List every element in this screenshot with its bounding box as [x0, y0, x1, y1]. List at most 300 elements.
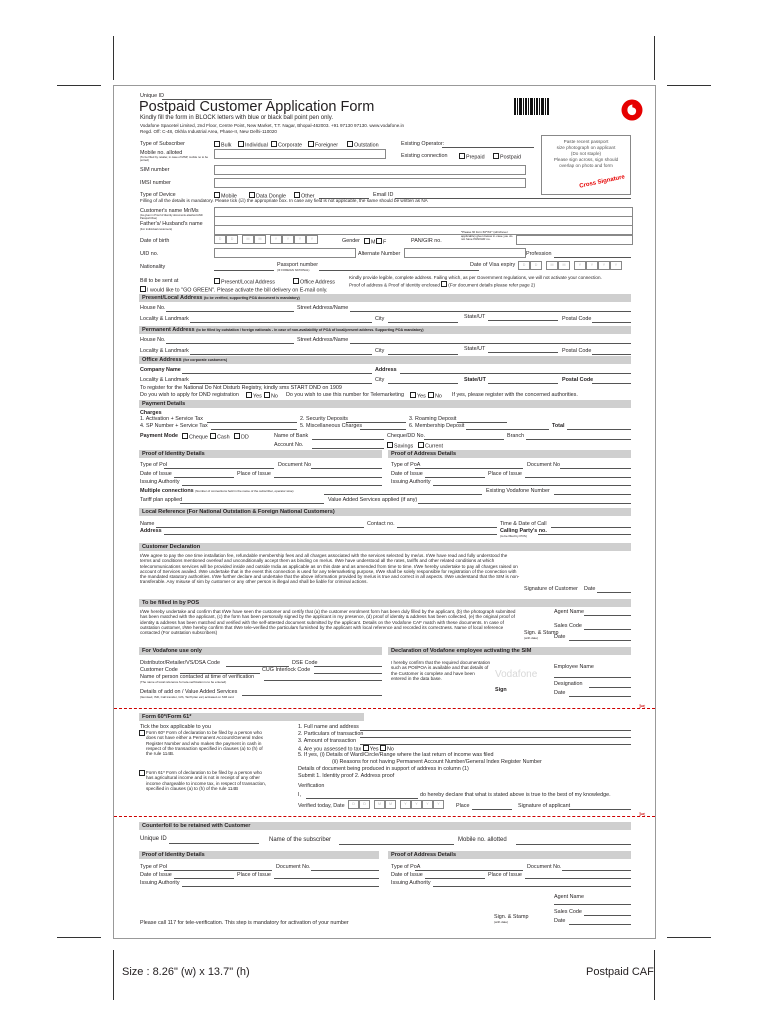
- form60-item: 3. Amount of transaction: [298, 738, 357, 744]
- ref-contact-field[interactable]: [397, 527, 497, 528]
- employee-sign-label: Sign: [495, 687, 507, 693]
- company-address: Vodafone Spacetel Limited, 2nd Floor, Centre Point, New Market, T.T. Nagar, Bhopal-462003. +91 97130 97130. www.vodafone.in: [140, 123, 405, 128]
- poa-authority-label: Issuing Authority: [391, 479, 431, 485]
- poa-authority-field[interactable]: [433, 485, 631, 486]
- city-field[interactable]: [388, 383, 458, 384]
- poi-type-label: Type of PoI: [140, 462, 168, 468]
- counterfoil-unique-id-field[interactable]: [169, 843, 259, 844]
- cf-poi-authority-label: Issuing Authority: [140, 880, 180, 886]
- house-field[interactable]: [166, 343, 294, 344]
- dse-field[interactable]: [314, 666, 382, 667]
- profession-label: Profession: [526, 251, 552, 257]
- existing-operator-label: Existing Operator:: [401, 141, 445, 147]
- employee-declaration-text: I hereby confirm that the required documentation such as POI/POA is available and that details of the Customer is complete and have been entered in the data base.: [391, 660, 491, 681]
- street-field[interactable]: [350, 343, 631, 344]
- imsi-number-boxes[interactable]: [214, 178, 526, 188]
- multiple-connections-label: Multiple connections (Number of connections held in the name of the subscriber, operator wise): [140, 488, 294, 494]
- poi-doc-field[interactable]: [311, 468, 382, 469]
- office-address-field[interactable]: [400, 373, 631, 374]
- applicant-signature-field[interactable]: [569, 809, 631, 810]
- house-label: House No.: [140, 337, 166, 343]
- visa-month[interactable]: M: [546, 261, 558, 270]
- sales-code-label: Sales Code: [554, 623, 582, 629]
- name-contacted-label: Name of person contacted at time of verification: [140, 674, 255, 680]
- form60-tick-label: Tick the box applicable to you: [140, 724, 211, 730]
- crop-mark: [57, 937, 101, 938]
- verified-month[interactable]: M: [385, 800, 396, 809]
- vodafone-use-header: For Vodafone use only: [139, 647, 382, 655]
- company-name-label: Company Name: [140, 367, 181, 373]
- cf-sign-note: (with date): [494, 920, 509, 924]
- form61-text: Form 61* Form of declaration to be filed by a person who has agricultural income and is not in receipt of any other income chargeable to income tax, in respect of transaction, specified in clauses (a) to (h) of the rule 114B: [146, 770, 267, 791]
- dob-year[interactable]: Y: [294, 235, 306, 244]
- form60-item: 2. Particulars of transaction: [298, 731, 364, 737]
- mobile-number-boxes[interactable]: [214, 149, 386, 159]
- bill-sent-label: Bill to be sent at: [140, 278, 179, 284]
- existing-operator-field[interactable]: [442, 147, 534, 148]
- instruction: Kindly fill the form in BLOCK letters with blue or black ball point pen only.: [140, 115, 333, 121]
- verified-month[interactable]: M: [374, 800, 385, 809]
- local-reference-header: Local Reference (For National Outstation & Foreign National Customers): [139, 508, 631, 516]
- customer-code-label: Customer Code: [140, 667, 178, 673]
- cf-poi-authority-field[interactable]: [182, 886, 379, 887]
- legible-note: Kindly provide legible, complete address. Failing which, as per Government regulations, we will not activate your connection.: [349, 275, 602, 280]
- form60-details: Details of document being produced in support of address in column (1): [298, 766, 469, 772]
- employee-declaration-header: Declaration of Vodafone employee activating the SIM: [388, 647, 631, 655]
- uid-label: UID no.: [140, 251, 159, 257]
- cf-poa-type-field[interactable]: [415, 870, 523, 871]
- telemarketing-note: If yes, please register with the concerned authorities.: [452, 392, 578, 398]
- bank-field[interactable]: [312, 439, 384, 440]
- total-field[interactable]: [567, 429, 631, 430]
- pos-date-label: Date: [554, 634, 566, 640]
- payment-cheque[interactable]: Cheque: [182, 433, 208, 441]
- cf-poa-authority-label: Issuing Authority: [391, 880, 431, 886]
- state-label: State/UT: [464, 314, 486, 320]
- verified-year[interactable]: Y: [400, 800, 411, 809]
- verification-label: Verification: [298, 783, 325, 789]
- declaration-date-field[interactable]: [597, 592, 631, 593]
- verified-day[interactable]: D: [348, 800, 359, 809]
- crop-mark: [667, 85, 711, 86]
- option-mobile[interactable]: Mobile: [214, 192, 237, 200]
- passport-label: Passport number: [277, 262, 319, 268]
- cf-poa-doc-field[interactable]: [562, 870, 631, 871]
- postal-label: Postal Code: [562, 348, 592, 354]
- form60-field[interactable]: [360, 730, 631, 731]
- poi-authority-field[interactable]: [182, 485, 382, 486]
- mandatory-note: Filling of all the details is mandatory. Please tick (☑) the appropriate box. In case any field is not applicable, the same should be written as NA: [140, 198, 428, 203]
- alternate-number-boxes[interactable]: [404, 248, 526, 258]
- cf-poa-doc-label: Document No.: [527, 864, 562, 870]
- distributor-label: Distributor/Retailer/VS/DSA Code: [140, 660, 220, 666]
- city-field[interactable]: [388, 354, 458, 355]
- postal-field[interactable]: [592, 354, 631, 355]
- city-field[interactable]: [388, 322, 458, 323]
- charge-field[interactable]: [211, 429, 297, 430]
- option-foreigner[interactable]: Foreigner: [308, 141, 338, 149]
- vas-label: Value Added Services applied (if any): [328, 497, 418, 503]
- cf-date-field[interactable]: [569, 924, 631, 925]
- form60-item: (ii) Reasons for not having Permanent Account Number/General Index Register Number: [332, 759, 542, 765]
- charge-field[interactable]: [457, 422, 507, 423]
- cf-sales-label: Sales Code: [554, 909, 582, 915]
- photo-instruction: (Do not staple): [570, 151, 602, 156]
- payment-mode-label: Payment Mode: [140, 433, 179, 439]
- pan-label: PAN/GIR no.: [411, 238, 442, 244]
- charge-activation: 1. Activation + Service Tax: [140, 416, 203, 422]
- crop-mark: [654, 950, 655, 1000]
- form60-item: 5. If yes, (i) Details of Ward/Circle/Range where the last return of income was filed: [298, 752, 494, 758]
- state-field[interactable]: [488, 320, 558, 321]
- bank-label: Name of Bank: [274, 433, 309, 439]
- cf-sales-field[interactable]: [584, 915, 631, 916]
- vas-field[interactable]: [418, 503, 631, 504]
- cross-signature: Cross Signature: [578, 174, 626, 190]
- charge-field[interactable]: [360, 429, 406, 430]
- postal-label: Postal Code: [562, 316, 592, 322]
- visa-year[interactable]: Y: [574, 261, 586, 270]
- charge-sp-number: 4. SP Number + Service Tax: [140, 423, 208, 429]
- passport-field[interactable]: [319, 270, 479, 271]
- addon-field[interactable]: [242, 695, 382, 696]
- vodafone-watermark: Vodafone: [495, 669, 538, 680]
- charge-membership: 6. Membership Deposit: [409, 423, 465, 429]
- cf-poa-place-field[interactable]: [525, 878, 631, 879]
- postal-field[interactable]: [592, 322, 631, 323]
- dob-label: Date of birth: [140, 238, 170, 244]
- photo-instruction: size photograph on applicant: [556, 145, 616, 150]
- cf-poi-type-field[interactable]: [164, 870, 272, 871]
- dnd-yes[interactable]: Yes: [246, 392, 262, 400]
- poi-date-field[interactable]: [174, 477, 234, 478]
- device-label: Type of Device: [140, 192, 176, 198]
- form60-item: 4. Are you assessed to tax Yes No: [298, 746, 394, 753]
- dob-year[interactable]: Y: [270, 235, 282, 244]
- employee-name-field[interactable]: [554, 677, 631, 678]
- customer-signature-label: Signature of Customer: [524, 586, 578, 592]
- sim-label: SIM number: [140, 167, 170, 173]
- form-title: Postpaid Customer Application Form: [139, 99, 375, 115]
- form60-checkbox[interactable]: [139, 730, 146, 738]
- cf-poa-place-label: Place of Issue: [488, 872, 522, 878]
- cf-poi-doc-field[interactable]: [311, 870, 379, 871]
- payment-dd[interactable]: DD: [234, 433, 249, 441]
- telemarketing-no[interactable]: No: [428, 392, 442, 400]
- cf-poa-authority-field[interactable]: [433, 886, 631, 887]
- dnd-question: Do you wish to apply for DND registration: [140, 392, 239, 398]
- dse-label: DSE Code: [292, 660, 318, 666]
- pos-sign-note: (with date): [524, 636, 539, 640]
- calling-note: (to be filled by POS): [500, 534, 527, 538]
- gender-label: Gender: [342, 238, 360, 244]
- gender-f[interactable]: F: [376, 238, 386, 246]
- addon-note: (Itemised, ISD, Call transfer, GIS, Tariff plan etc) activated on SIM card: [140, 695, 234, 699]
- present-address-header: Present/Local Address (to be verified, supporting POA document is mandatory): [139, 294, 631, 302]
- counterfoil-unique-id-label: Unique ID: [140, 836, 167, 842]
- charge-roaming: 3. Roaming Deposit: [409, 416, 457, 422]
- option-office-address[interactable]: Office Address: [293, 278, 335, 286]
- option-present-address[interactable]: Present/Local Address: [214, 278, 275, 286]
- dnd-info: To register for the National Do Not Disturb Registry, kindly sms START DND on 1909: [140, 385, 342, 391]
- locality-label: Locality & Landmark: [140, 316, 189, 322]
- charge-security: 2. Security Deposits: [300, 416, 348, 422]
- crop-mark: [113, 36, 114, 80]
- visa-expiry-label: Date of Visa expiry: [470, 262, 516, 268]
- poa-date-label: Date of Issue: [391, 471, 423, 477]
- company-name-field[interactable]: [182, 373, 372, 374]
- city-label: City: [375, 377, 385, 383]
- form61-checkbox[interactable]: [139, 770, 146, 778]
- employee-name-label: Employee Name: [554, 664, 594, 670]
- office-address-header: Office Address (for corporate customers): [139, 356, 631, 364]
- account-label: Account No.: [274, 442, 304, 448]
- crop-mark: [113, 950, 114, 1000]
- account-current[interactable]: Current: [418, 442, 443, 450]
- crop-mark: [57, 85, 101, 86]
- counterfoil-header: Counterfoil to be retained with Customer: [139, 822, 631, 830]
- form60-submit: Submit 1. Identity proof 2. Address proof: [298, 773, 395, 779]
- addon-label: Details of add on / Value Added Services: [140, 689, 238, 695]
- locality-field[interactable]: [190, 354, 372, 355]
- poi-place-field[interactable]: [274, 477, 382, 478]
- charge-misc: 5. Miscellaneous Charges: [300, 423, 363, 429]
- pos-text: I/We hereby undertake and confirm that I/We have seen the customer and certify that (a) the customer enrolment form has been duly filled by the applicant, (b) the photograph submitted has been matched with the applicant, (c) the form has been personally signed by the applicant in my presence, (d) proof of identity & address has been collected, (e) the original proof of identity & address has been matched and verified with the self-attested document submitted by the applicant. Details on the Vodafone CAF match with these documents. In case of outstation customer, I/We hereby confirm that I/We tele-verified the particulars furnished by the applicant with local reference and recorded its correctness. Name of local reference contacted (For outstation subscribers): [140, 609, 516, 636]
- agent-name-label: Agent Name: [554, 609, 584, 615]
- mobile-alloted-label: Mobile no. alloted: [140, 150, 183, 156]
- ref-address-field[interactable]: [164, 534, 497, 535]
- father-name-boxes[interactable]: [214, 225, 633, 235]
- tariff-label: Tariff plan applied: [140, 497, 183, 503]
- place-label: Place: [456, 803, 470, 809]
- total-label: Total: [552, 423, 565, 429]
- option-individual[interactable]: Individual: [238, 141, 268, 149]
- option-prepaid[interactable]: Prepaid: [459, 153, 485, 161]
- vodafone-logo: [621, 99, 643, 121]
- dob-month[interactable]: M: [242, 235, 254, 244]
- verified-day[interactable]: D: [359, 800, 370, 809]
- option-other[interactable]: Other: [294, 192, 314, 200]
- state-field[interactable]: [488, 352, 558, 353]
- place-field[interactable]: [472, 809, 512, 810]
- form60-text: Form 60* Form of declaration to be filed by a person who does not have either a Permanent Account/General Index Register Number and who makes the payment in cash in respect of the transaction specified in clauses (a) to (h) of the rule 114B.: [146, 730, 263, 757]
- footer-size: Size : 8.26" (w) x 13.7" (h): [122, 966, 250, 978]
- charge-field[interactable]: [207, 422, 297, 423]
- city-label: City: [375, 316, 385, 322]
- counterfoil-subscriber-field[interactable]: [339, 844, 454, 845]
- dob-year[interactable]: Y: [282, 235, 294, 244]
- customer-name-note: (As given in Proof of Identity documents attached AND Passport/Visa): [140, 214, 203, 220]
- verified-date-label: Verified today, Date: [298, 803, 345, 809]
- dob-year[interactable]: Y: [306, 235, 318, 244]
- cf-poi-date-label: Date of Issue: [140, 872, 172, 878]
- pos-date-field[interactable]: [569, 640, 631, 641]
- cf-sign-label: Sign. & Stamp: [494, 914, 529, 920]
- cf-agent-field[interactable]: [554, 904, 631, 905]
- cf-date-label: Date: [554, 918, 566, 924]
- pan-note: *Please fill form 60*/61* (whichever applicable) given below in case you do not have PAN/GIR no.: [461, 230, 513, 241]
- option-corporate[interactable]: Corporate: [271, 141, 302, 149]
- dob-month[interactable]: M: [254, 235, 266, 244]
- street-field[interactable]: [350, 311, 631, 312]
- nationality-field[interactable]: [214, 270, 274, 271]
- designation-field[interactable]: [589, 687, 631, 688]
- ref-name-field[interactable]: [156, 527, 364, 528]
- locality-field[interactable]: [190, 322, 372, 323]
- footer-name: Postpaid CAF: [586, 966, 654, 978]
- poa-doc-label: Document No: [527, 462, 560, 468]
- charges-label: Charges: [140, 410, 162, 416]
- registered-office: Regd. Off: C-48, Okhla Industrial Area, Phase-II, New Delhi-110020: [140, 129, 277, 134]
- multiple-connections-field[interactable]: [324, 494, 482, 495]
- uid-boxes[interactable]: [214, 248, 356, 258]
- dob-day[interactable]: D: [226, 235, 238, 244]
- office-address-label: Address: [375, 367, 397, 373]
- poi-doc-label: Document No: [278, 462, 311, 468]
- option-bulk[interactable]: Bulk: [214, 141, 232, 149]
- account-field[interactable]: [312, 448, 384, 449]
- payment-cash[interactable]: Cash: [210, 433, 230, 441]
- telemarketing-question: Do you wish to use this number for Telemarketing: [286, 392, 404, 398]
- visa-year[interactable]: Y: [586, 261, 598, 270]
- sim-number-boxes[interactable]: [214, 165, 526, 175]
- employee-date-label: Date: [554, 690, 566, 696]
- counterfoil-poa-header: Proof of Address Details: [388, 851, 631, 859]
- declaration-header: Customer Declaration: [139, 543, 631, 551]
- locality-label: Locality & Landmark: [140, 377, 189, 383]
- go-green-option[interactable]: I would like to "GO GREEN". Please activate the bill delivery on E-mail only.: [140, 286, 328, 294]
- postal-field[interactable]: [592, 383, 631, 384]
- existing-vodafone-label: Existing Vodafone Number: [486, 488, 550, 494]
- subscriber-type-label: Type of Subscriber: [140, 141, 185, 147]
- cf-poi-type-label: Type of PoI: [140, 864, 168, 870]
- visa-year[interactable]: Y: [610, 261, 622, 270]
- time-call-field[interactable]: [551, 527, 631, 528]
- barcode: [514, 98, 550, 118]
- ref-name-label: Name: [140, 521, 155, 527]
- pan-boxes[interactable]: [516, 235, 633, 245]
- father-note: (For individual customers): [140, 227, 173, 231]
- street-label: Street Address/Name: [297, 337, 349, 343]
- cf-poa-date-field[interactable]: [425, 878, 485, 879]
- sales-code-field[interactable]: [584, 629, 631, 630]
- cheque-no-label: Cheque/DD No.: [387, 433, 426, 439]
- form60-field[interactable]: [360, 744, 631, 745]
- visa-month[interactable]: M: [558, 261, 570, 270]
- cf-poi-place-label: Place of Issue: [237, 872, 271, 878]
- cug-field[interactable]: [314, 673, 382, 674]
- cf-poi-place-field[interactable]: [274, 878, 379, 879]
- poi-date-label: Date of Issue: [140, 471, 172, 477]
- calling-party-field[interactable]: [538, 534, 631, 535]
- crop-mark: [654, 36, 655, 80]
- visa-day[interactable]: D: [518, 261, 530, 270]
- declaration-text: I/We agree to pay the one time installation fee, refundable membership fees and all charges associated with the services selected by me/us. I/We have read and fully understood the terms and conditions mentioned overleaf and unconditionally accept them as binding on me/us. I/We have understood all the rates, tariffs and other related conditions at which telecommunications services will be provided inside and outside India as applicable as on this date and as amended from time to time. I/We hereby undertake to pay all charges raised on account of Services availed. I/We undertake that in the event this connection is used for any telemarketing purpose, I/We shall be solely responsible for registration of the connection with the mandated statutory authorities. I/We further declare and undertake that the above information provided by me/us is true and correct in all aspects. I/We understand that the SIM is non-transferable. Any misuse of sim by customer or any other person is illegal and shall be liable for criminal actions.: [140, 553, 520, 585]
- email-field[interactable]: [395, 198, 631, 199]
- cheque-no-field[interactable]: [424, 439, 504, 440]
- passport-note: (IF FOREIGN NATIONAL): [277, 268, 310, 272]
- existing-connection-label: Existing connection: [401, 153, 448, 159]
- pos-header: To be filled in by POS: [139, 599, 631, 607]
- option-data-dongle[interactable]: Data Dongle: [249, 192, 286, 200]
- poa-header: Proof of Address Details: [388, 450, 631, 458]
- nationality-label: Nationality: [140, 264, 166, 270]
- charge-field[interactable]: [466, 429, 549, 430]
- ref-contact-label: Contact no.: [367, 521, 395, 527]
- applicant-signature-label: Signature of applicant: [518, 803, 571, 809]
- form60-field[interactable]: [360, 737, 631, 738]
- photo-box[interactable]: [541, 135, 631, 195]
- street-label: Street Address/Name: [297, 305, 349, 311]
- profession-field[interactable]: [554, 257, 631, 258]
- postal-label: Postal Code: [562, 377, 594, 383]
- counterfoil-mobile-field[interactable]: [516, 844, 631, 845]
- imsi-label: IMSI number: [140, 180, 171, 186]
- agent-name-field[interactable]: [584, 615, 631, 616]
- verification-name-field[interactable]: [306, 798, 418, 799]
- poa-type-field[interactable]: [415, 468, 523, 469]
- branch-field[interactable]: [526, 439, 631, 440]
- visa-day[interactable]: D: [530, 261, 542, 270]
- tariff-field[interactable]: [180, 503, 324, 504]
- poi-type-field[interactable]: [164, 468, 274, 469]
- payment-header: Payment Details: [139, 400, 631, 408]
- locality-field[interactable]: [190, 383, 372, 384]
- permanent-address-header: Permanent Address (to be filled by outstation / foreign nationals - in case of non-availability of POA of local/present address. Supporting POA mandatory): [139, 326, 631, 334]
- poa-place-field[interactable]: [525, 477, 631, 478]
- state-field[interactable]: [488, 383, 558, 384]
- verified-year[interactable]: Y: [411, 800, 422, 809]
- cf-poa-type-label: Type of PoA: [391, 864, 421, 870]
- verified-year[interactable]: Y: [433, 800, 444, 809]
- employee-date-field[interactable]: [569, 696, 631, 697]
- option-postpaid[interactable]: Postpaid: [493, 153, 521, 161]
- mobile-note: (To be filled by retailer, in case of MNP, mobile no to be ported): [140, 155, 209, 162]
- account-savings[interactable]: Savings: [387, 442, 413, 450]
- customer-name-label: Customer's name Mr/Ms: [140, 208, 199, 214]
- poa-date-field[interactable]: [425, 477, 485, 478]
- verified-year[interactable]: Y: [422, 800, 433, 809]
- alternate-number-label: Alternate Number: [358, 251, 401, 257]
- form60-item: 1. Full name and address: [298, 724, 359, 730]
- unique-id-label: Unique ID: [140, 93, 164, 99]
- scissors-icon: ✂: [639, 810, 646, 819]
- cut-line: [114, 708, 655, 709]
- dob-day[interactable]: D: [214, 235, 226, 244]
- verification-declare: do hereby declare that what is stated above is true to the best of my knowledge.: [420, 792, 611, 798]
- counterfoil-mobile-label: Mobile no. allotted: [458, 837, 507, 843]
- poa-place-label: Place of Issue: [488, 471, 522, 477]
- locality-label: Locality & Landmark: [140, 348, 189, 354]
- visa-year[interactable]: Y: [598, 261, 610, 270]
- declaration-date-label: Date: [584, 586, 596, 592]
- state-label: State/UT: [464, 377, 486, 383]
- cf-poi-date-field[interactable]: [174, 878, 234, 879]
- name-contacted-note: (The name of local reference for tele-verification is to be entered): [140, 680, 227, 684]
- gender-m[interactable]: M: [364, 238, 376, 246]
- poa-type-label: Type of PoA: [391, 462, 421, 468]
- photo-instruction: Please sign across, sign should: [553, 157, 619, 162]
- telemarketing-yes[interactable]: Yes: [410, 392, 426, 400]
- designation-label: Designation: [554, 681, 583, 687]
- existing-vodafone-field[interactable]: [554, 494, 631, 495]
- dnd-no[interactable]: No: [264, 392, 278, 400]
- name-contacted-field[interactable]: [264, 680, 382, 681]
- house-field[interactable]: [166, 311, 294, 312]
- option-outstation[interactable]: Outstation: [347, 141, 379, 149]
- poa-doc-field[interactable]: [560, 468, 631, 469]
- proof-enclosed[interactable]: Proof of address & Proof of identity enclosed (For document details please refer page 2): [349, 282, 536, 288]
